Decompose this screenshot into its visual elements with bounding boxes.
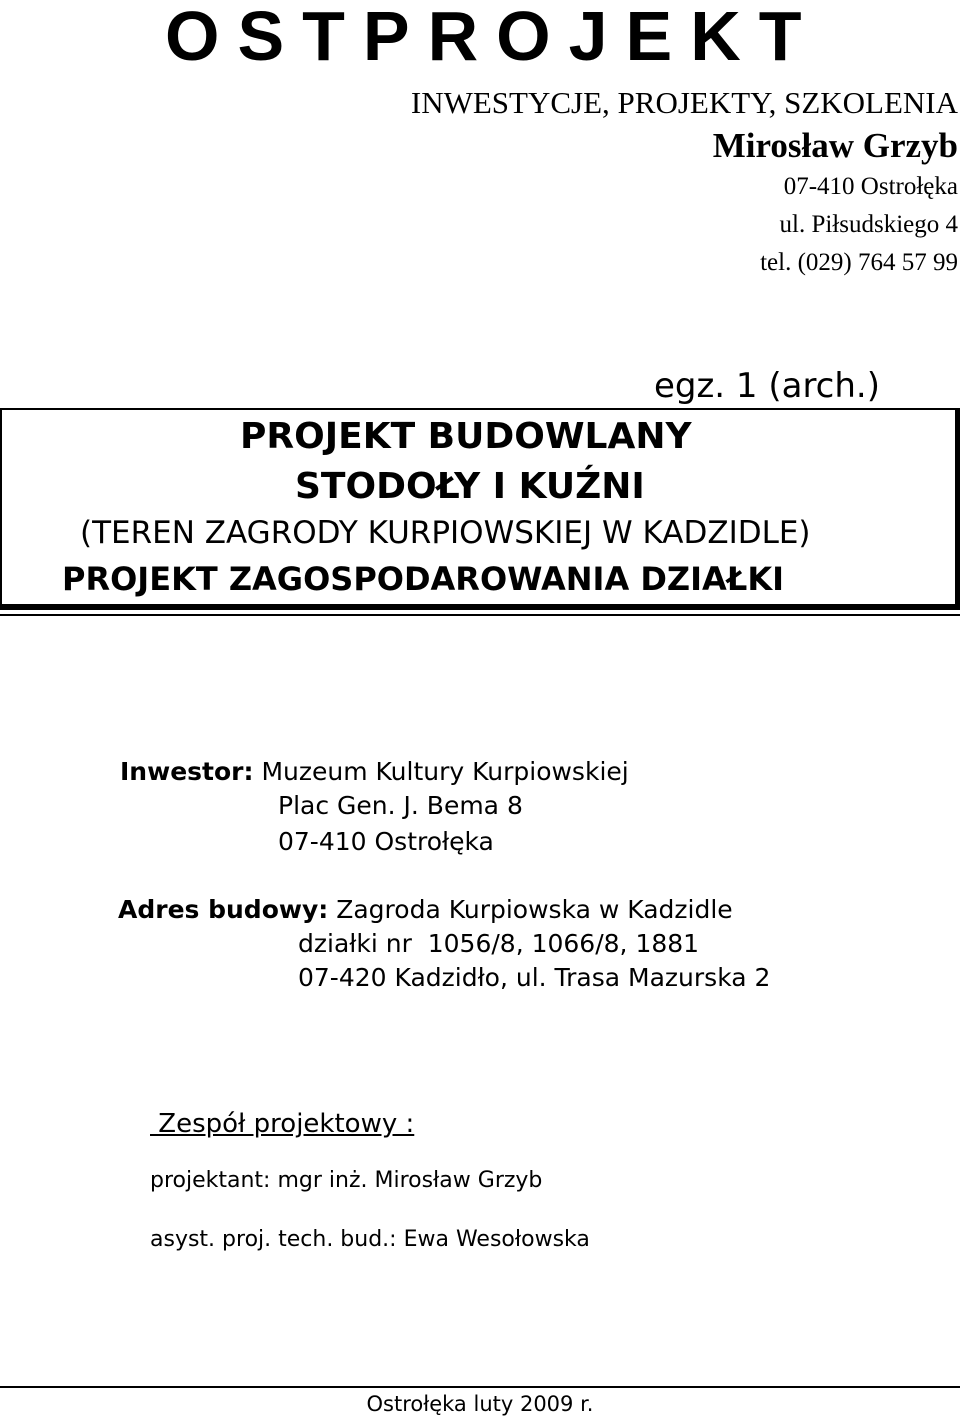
investor-street: Plac Gen. J. Bema 8 [278,791,523,820]
title-location: (TEREN ZAGRODY KURPIOWSKIEJ W KADZIDLE) [80,515,811,551]
design-team-heading: Zespół projektowy : [150,1109,415,1139]
title-plot-development: PROJEKT ZAGOSPODAROWANIA DZIAŁKI [62,560,785,598]
footer-place-date: Ostrołęka luty 2009 r. [366,1392,594,1416]
company-owner: Mirosław Grzyb [712,126,958,165]
copy-number-label: egz. 1 (arch.) [653,366,880,406]
title-box-double-rule [0,604,960,622]
company-logo-text: OSTPROJEKT [165,0,820,75]
company-address-city: 07-410 Ostrołęka [783,173,958,200]
site-address: 07-420 Kadzidło, ul. Trasa Mazurska 2 [298,963,771,992]
title-subject: STODOŁY I KUŹNI [295,466,645,507]
company-tagline: INWESTYCJE, PROJEKTY, SZKOLENIA [410,85,958,120]
investor-city: 07-410 Ostrołęka [278,827,494,856]
title-project-type: PROJEKT BUDOWLANY [240,416,692,457]
assistant-line: asyst. proj. tech. bud.: Ewa Wesołowska [150,1227,590,1252]
designer-line: projektant: mgr inż. Mirosław Grzyb [150,1168,543,1193]
company-address-street: ul. Piłsudskiego 4 [779,211,958,238]
site-name: Zagroda Kurpiowska w Kadzidle [336,895,733,924]
company-phone: tel. (029) 764 57 99 [760,249,958,276]
site-plots: działki nr 1056/8, 1066/8, 1881 [298,929,700,958]
investor-line [120,756,629,788]
investor-label: Inwestor: [120,757,254,786]
site-label: Adres budowy: [118,895,329,924]
site-line [118,894,733,926]
investor-name: Muzeum Kultury Kurpiowskiej [261,757,629,786]
footer-rule [0,1386,960,1388]
